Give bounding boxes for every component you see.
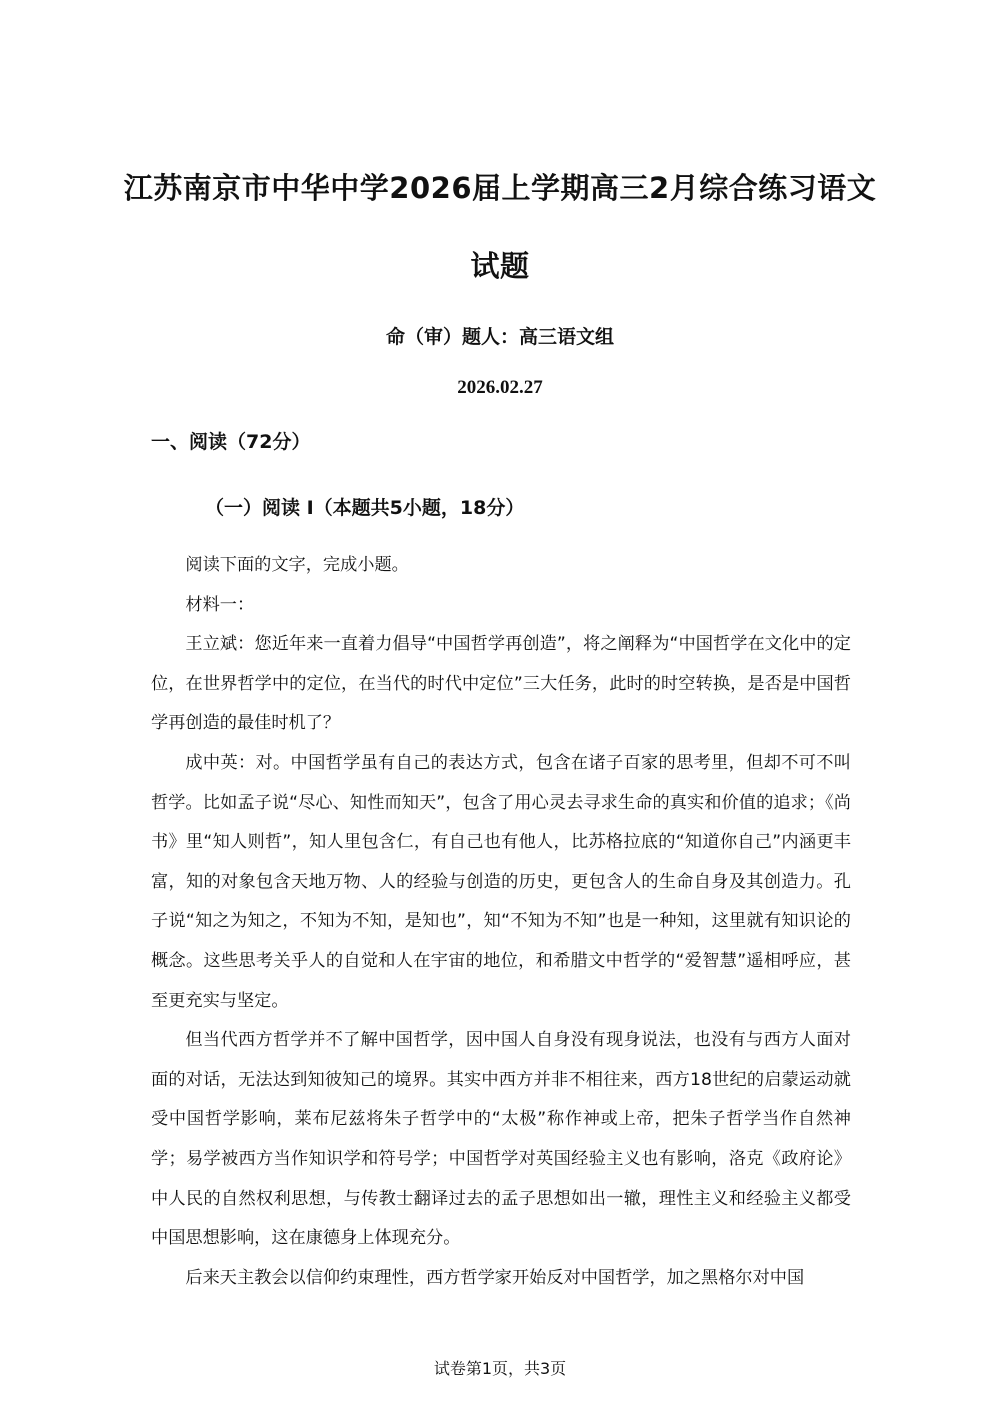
document-title-line-2: 试题 bbox=[470, 249, 530, 283]
paragraph: 王立斌：您近年来一直着力倡导“中国哲学再创造”，将之阐释为“中国哲学在文化中的定位，在世界哲学中的定位，在当代的时代中定位”三大任务，此时的时空转换，是否是中国哲学再创造的最佳时机了？ bbox=[151, 634, 851, 734]
section-heading: 一、阅读（72分） bbox=[151, 431, 311, 453]
reading-passage bbox=[151, 546, 851, 1298]
exam-date: 2026.02.27 bbox=[457, 377, 543, 398]
author-line: 命（审）题人：高三语文组 bbox=[385, 326, 614, 348]
paragraph: 材料一： bbox=[185, 594, 255, 615]
paragraph: 成中英：对。中国哲学虽有自己的表达方式，包含在诸子百家的思考里，但却不可不叫哲学。比如孟子说“尽心、知性而知天”，包含了用心灵去寻求生命的真实和价值的追求；《尚书》里“知人则哲”，知人里包含仁，有自己也有他人，比苏格拉底的“知道你自己”内涵更丰富，知的对象包含天地万物、人的经验与创造的历史，更包含人的生命自身及其创造力。孔子说“知之为知之，不知为不知，是知也”，知“不知为不知”也是一种知，这里就有知识论的概念。这些思考关乎人的自觉和人在宇宙的地位，和希腊文中哲学的“爱智慧”遥相呼应，甚至更充实与坚定。 bbox=[151, 752, 851, 1011]
paragraph: 但当代西方哲学并不了解中国哲学，因中国人自身没有现身说法，也没有与西方人面对面的对话，无法达到知彼知己的境界。其实中西方并非不相往来，西方18世纪的启蒙运动就受中国哲学影响，莱布尼兹将朱子哲学中的“太极”称作神或上帝，把朱子哲学当作自然神学；易学被西方当作知识学和符号学；中国哲学对英国经验主义也有影响，洛克《政府论》中人民的自然权利思想，与传教士翻译过去的孟子思想如出一辙，理性主义和经验主义都受中国思想影响，这在康德身上体现充分。 bbox=[151, 1030, 851, 1249]
subsection-heading: （一）阅读 I（本题共5小题，18分） bbox=[205, 497, 525, 519]
page-footer: 试卷第1页，共3页 bbox=[433, 1359, 567, 1378]
paragraph: 后来天主教会以信仰约束理性，西方哲学家开始反对中国哲学，加之黑格尔对中国 bbox=[185, 1267, 805, 1288]
document-title-line-1: 江苏南京市中华中学2026届上学期高三2月综合练习语文 bbox=[123, 171, 877, 205]
paragraph: 阅读下面的文字，完成小题。 bbox=[185, 555, 409, 575]
